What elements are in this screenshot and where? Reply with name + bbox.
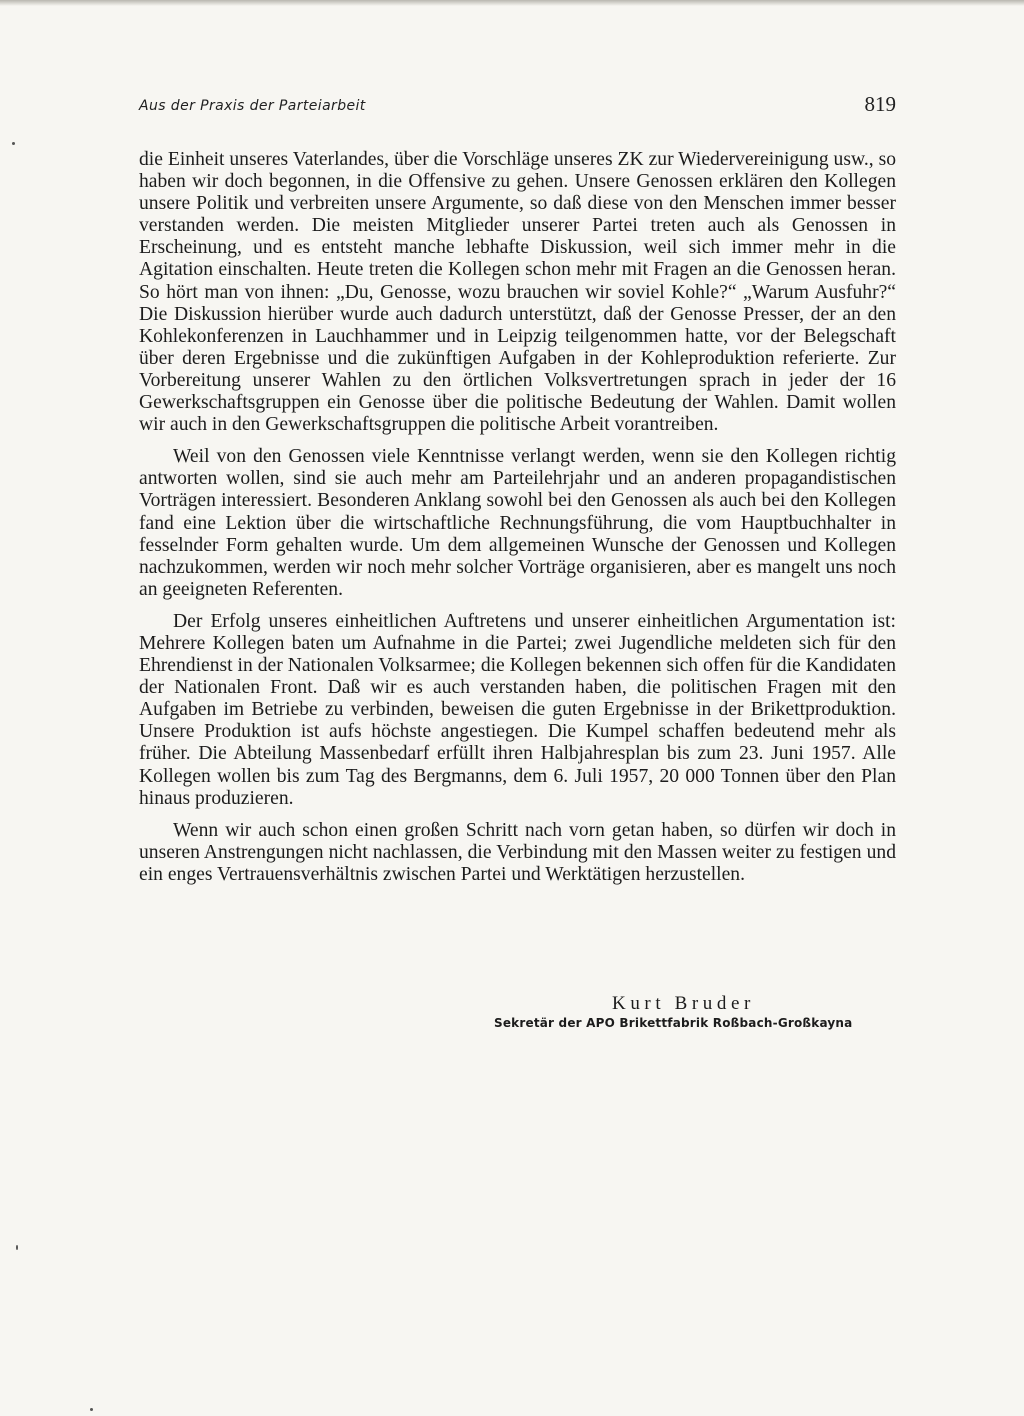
author-role: Sekretär der APO Brikettfabrik Roßbach-Großkayna bbox=[494, 1016, 853, 1030]
page-top-edge bbox=[0, 0, 1024, 6]
paragraph-3: Der Erfolg unseres einheitlichen Auftretens und unserer einheitlichen Argumentation ist: Mehrere Kollegen baten um Aufnahme in die Partei; zwei Jugendliche meldeten sich für den Ehrendienst in der Nationalen Volksarmee; die Kollegen bekennen sich offen für die Kandidaten der Nationalen Front. Daß wir es auch verstanden haben, die politischen Fragen mit den Aufgaben im Betriebe zu verbinden, beweisen die guten Ergebnisse in der Brikettproduktion. Unsere Produktion ist aufs höchste angestiegen. Die Kumpel schaffen bedeutend mehr als früher. Die Abteilung Massenbedarf erfüllt ihren Halbjahresplan bis zum 23. Juni 1957. Alle Kollegen wollen bis zum Tag des Bergmanns, dem 6. Juli 1957, 20 000 Tonnen über den Plan hinaus produzieren. bbox=[139, 610, 896, 809]
scan-speck bbox=[16, 1245, 18, 1250]
running-header bbox=[139, 92, 896, 122]
page-number: 819 bbox=[864, 92, 896, 116]
scan-speck bbox=[12, 142, 15, 145]
paragraph-4: Wenn wir auch schon einen großen Schritt nach vorn getan haben, so dürfen wir doch in unseren Anstrengungen nicht nachlassen, die Verbindung mit den Massen weiter zu festigen und ein enges Vertrauensverhältnis zwischen Partei und Werktätigen herzustellen. bbox=[139, 819, 896, 885]
paragraph-2: Weil von den Genossen viele Kenntnisse verlangt werden, wenn sie den Kollegen richtig antworten wollen, sind sie auch mehr am Parteilehrjahr und an anderen propagandistischen Vorträgen interessiert. Besonderen Anklang sowohl bei den Genossen als auch bei den Kollegen fand eine Lektion über die wirtschaftliche Rechnungsführung, die vom Hauptbuchhalter in fesselnder Form gehalten wurde. Um dem allgemeinen Wunsche der Genossen und Kollegen nachzukommen, werden wir noch mehr solcher Vorträge organisieren, aber es mangelt uns noch an geeigneten Referenten. bbox=[139, 446, 896, 600]
running-title: Aus der Praxis der Parteiarbeit bbox=[139, 98, 366, 114]
scan-speck bbox=[90, 1408, 93, 1411]
author-name: Kurt Bruder bbox=[612, 993, 755, 1014]
article-body bbox=[139, 149, 896, 886]
signature-block bbox=[0, 993, 1024, 1043]
paragraph-1: die Einheit unseres Vaterlandes, über die Vorschläge unseres ZK zur Wiedervereinigung usw., so haben wir doch begonnen, in die Offensive zu gehen. Unsere Genossen erklären den Kollegen unsere Politik und verbreiten unsere Argumente, so daß diese von den Menschen immer besser verstanden werden. Die meisten Mitglieder unserer Partei treten auch als Genossen in Erscheinung, und es entsteht manche lebhafte Diskussion, weil sich immer mehr in die Agitation einschalten. Heute treten die Kollegen schon mehr mit Fragen an die Genossen heran. So hört man von ihnen: „Du, Genosse, wozu brauchen wir soviel Kohle?“ „Warum Ausfuhr?“ Die Diskussion hierüber wurde auch dadurch unterstützt, daß der Genosse Presser, der an den Kohlekonferenzen in Lauchhammer und in Leipzig teilgenommen hatte, vor der Belegschaft über deren Ergebnisse und die zukünftigen Aufgaben in der Kohleproduktion referierte. Zur Vorbereitung unserer Wahlen zu den örtlichen Volksvertretungen sprach in jeder der 16 Gewerkschaftsgruppen ein Genosse über die politische Bedeutung der Wahlen. Damit wollen wir auch in den Gewerkschaftsgruppen die politische Arbeit vorantreiben. bbox=[139, 149, 896, 436]
